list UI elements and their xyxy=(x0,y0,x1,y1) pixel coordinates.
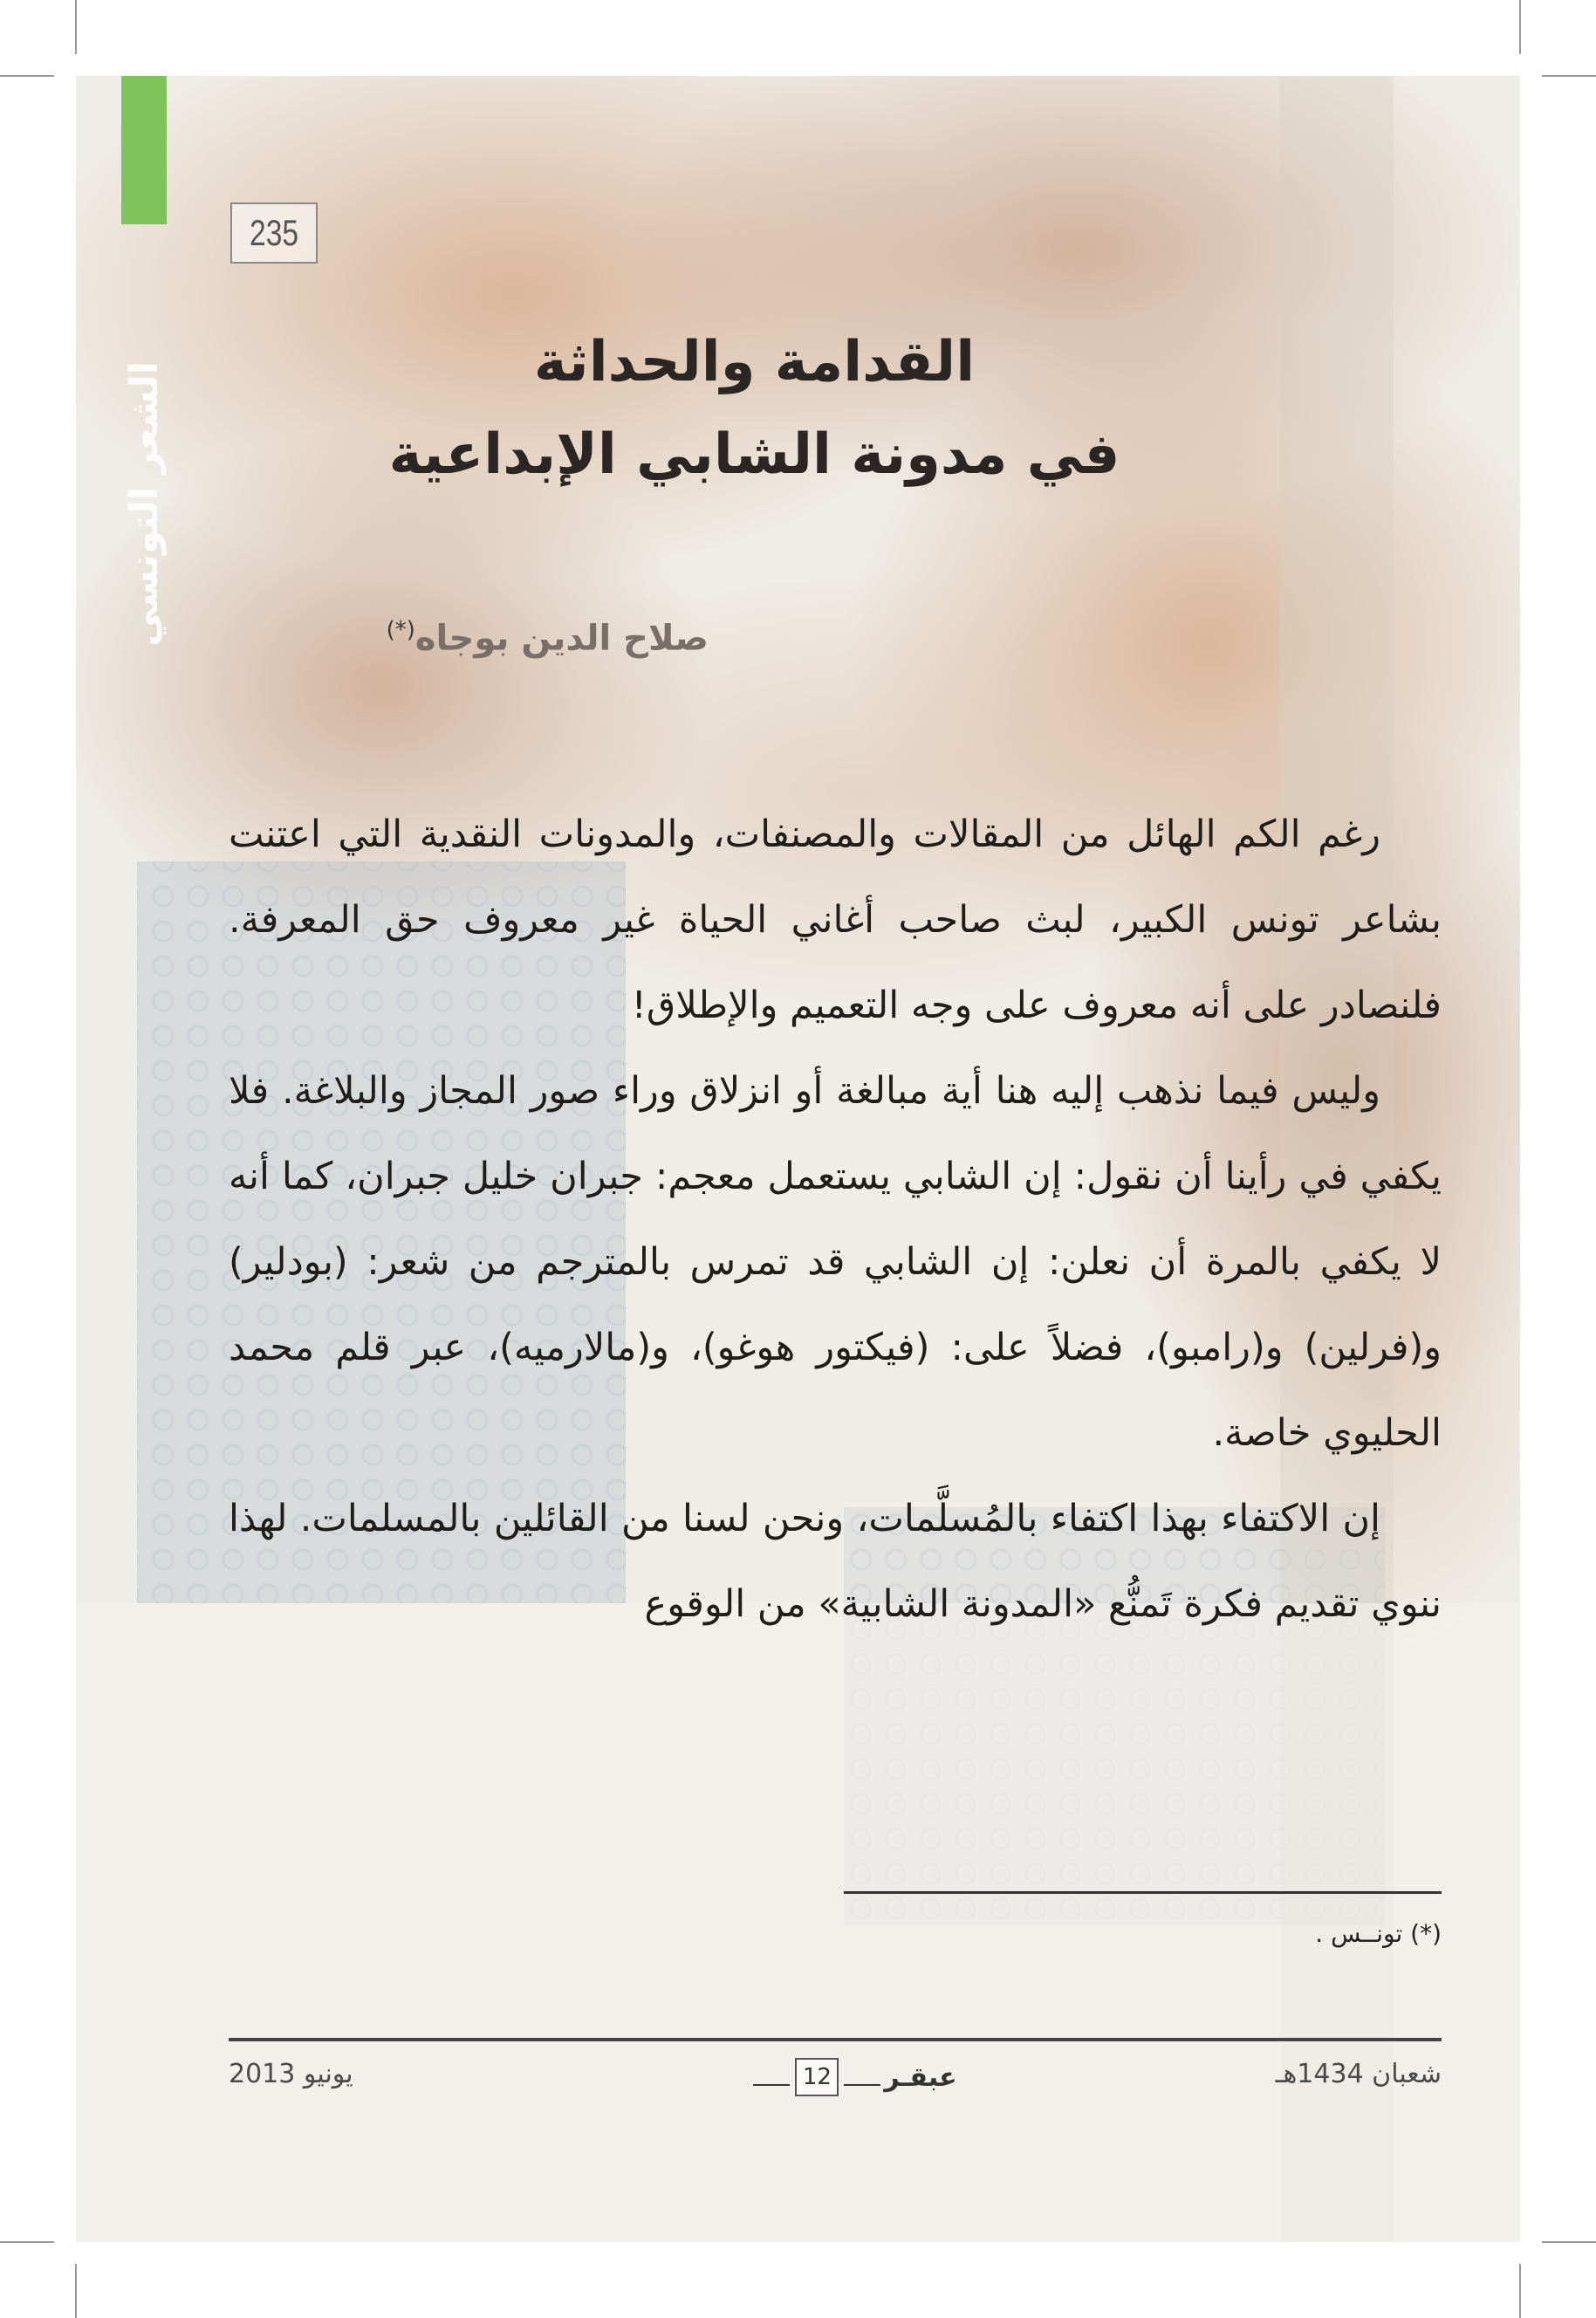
section-color-tab xyxy=(121,76,167,224)
article-author xyxy=(387,617,709,658)
paragraph-3: إن الاكتفاء بهذا اكتفاء بالمُسلَّمات، ونحن لسنا من القائلين بالمسلمات. لهذا ننوي تقديم فكرة تَمنُّع «المدونة الشابية» من الوقوع xyxy=(229,1497,1442,1626)
crop-mark xyxy=(0,2241,54,2243)
paragraph-1: رغم الكم الهائل من المقالات والمصنفات، والمدونات النقدية التي اعتنت بشاعر تونس الكبير، لبث صاحب أغاني الحياة غير معروف حق المعرفة. فلنصادر على أنه معروف على وجه التعميم والإطلاق! xyxy=(229,813,1442,1027)
crop-mark xyxy=(1519,0,1521,54)
issue-number: 12 xyxy=(802,2064,832,2090)
footnote: (*) تونــس . xyxy=(1315,1919,1442,1948)
footer-divider xyxy=(229,2038,1442,2041)
article-body xyxy=(229,792,1442,1647)
author-name: صلاح الدين بوجاه xyxy=(414,618,709,659)
section-side-label xyxy=(121,264,167,744)
page-number: 235 xyxy=(249,212,299,253)
footer-mark-line xyxy=(844,2084,880,2086)
article-title xyxy=(250,316,1258,501)
section-side-label-text: الشعر التونسي xyxy=(121,360,167,647)
author-note-marker: (*) xyxy=(386,617,415,643)
magazine-logo: عبقـر xyxy=(884,2061,957,2093)
footer-hijri-date: شعبان 1434هـ xyxy=(1275,2059,1442,2089)
crop-mark xyxy=(75,2264,77,2318)
page-number-box xyxy=(230,202,318,264)
footer-magazine-mark xyxy=(713,2057,1001,2097)
article-title-line-2: في مدونة الشابي الإبداعية xyxy=(388,422,1120,487)
crop-mark xyxy=(1542,75,1596,77)
magazine-page xyxy=(76,76,1520,2242)
paragraph-2: وليس فيما نذهب إليه هنا أية مبالغة أو انزلاق وراء صور المجاز والبلاغة. فلا يكفي في رأينا أن نقول: إن الشابي يستعمل معجم: جبران خليل جبران، كما أنه لا يكفي بالمرة أن نعلن: إن الشابي قد تمرس بالمترجم من شعر: (بودلير) و(فرلين) و(رامبو)، فضلاً على: (فيكتور هوغو)، و(مالارميه)، عبر قلم محمد الحليوي خاصة. xyxy=(229,1069,1442,1455)
crop-mark xyxy=(1542,2241,1596,2243)
crop-mark xyxy=(75,0,77,54)
footnote-divider xyxy=(844,1891,1442,1894)
issue-number-box xyxy=(795,2058,839,2096)
article-title-line-1: القدامة والحداثة xyxy=(533,330,976,394)
footer-gregorian-date: يونيو 2013 xyxy=(229,2059,353,2089)
crop-mark xyxy=(0,75,54,77)
crop-mark xyxy=(1519,2264,1521,2318)
footer-mark-line xyxy=(753,2084,790,2086)
